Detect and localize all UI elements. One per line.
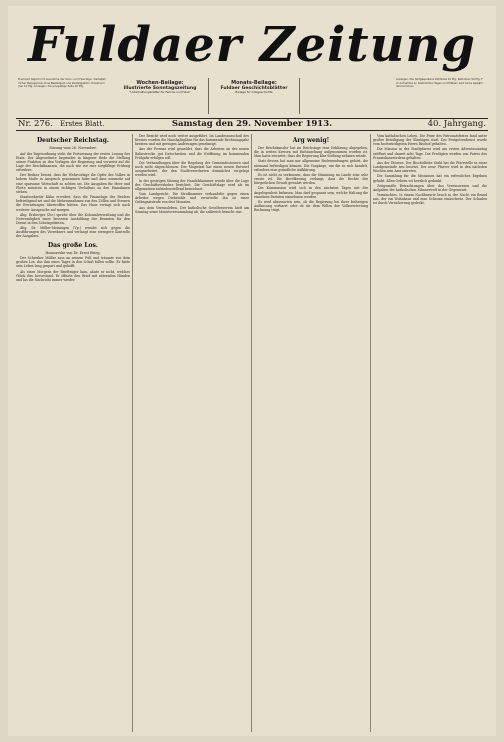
supplement-title: Illustrierte Sonntagszeitung xyxy=(123,86,197,91)
supplement-monthly xyxy=(208,78,300,114)
column-2 xyxy=(135,134,249,732)
article-paragraph: Vom katholischen Leben. Die Feier des Patronatsfestes fand unter großer Beteiligung der Gläubigen statt. Der Festgottesdienst wurde vom hochwürdigsten Herrn Bischof gehalten. xyxy=(373,134,487,147)
column-divider xyxy=(132,134,133,732)
issue-number: Nr. 276. xyxy=(18,119,53,129)
column-divider xyxy=(370,134,371,732)
article-paragraph: Der Redner betont, dass die Wehrvorlage die Opfer des Volkes in hohem Maße in Anspruch genommen habe und dass nunmehr auf eine sparsame Wirtschaft zu achten sei. Die Ausgaben für Heer und Flotte müssten in einem richtigen Verhältnis zu den Einnahmen stehen. xyxy=(16,173,130,194)
dateline xyxy=(16,119,488,130)
article-paragraph: Vermischtes. In einem Nachbarorte brach in der Nacht ein Brand aus, der ein Wohnhaus und eine Scheune einäscherte. Der Schaden ist durch Versicherung gedeckt. xyxy=(373,193,487,206)
article-subhead: Sitzung vom 28. November. xyxy=(49,146,97,150)
supplement-title: Fuldaer Geschichtsblätter xyxy=(220,86,288,91)
supplement-sub: Beilage für Ortsgeschichte xyxy=(235,90,273,94)
article-paragraph: Die Mission in der Stadtpfarrei wird am ersten Adventssonntag eröffnet und dauert acht Tage. Die Predigten werden von Patres des Franziskanerordens gehalten. xyxy=(373,147,487,160)
article-paragraph: Staatssekretär Kühn erwidert, dass die Finanzlage des Reiches befriedigend sei und die Mehreinnahmen aus den Zöllen und Steuern die Erwartungen übertroffen hätten. Das Haus vertagt sich nach weiterer Aussprache auf morgen. xyxy=(16,195,130,212)
supplement-head: Wochen-Beilage: xyxy=(136,80,184,86)
volume-year: 40. Jahrgang. xyxy=(427,119,486,129)
article-paragraph: Der Bericht wird noch weiter ausgeführt. Im Landesausschuß des Kreises wurden die Haushaltspläne für das kommende Rechnungsjahr beraten und mit geringen Änderungen genehmigt. xyxy=(135,134,249,147)
supplement-weekly xyxy=(112,78,208,114)
article-paragraph: Zeitgemäße Betrachtungen über das Vereinswesen und die Aufgaben der katholischen Männerwelt in der Gegenwart. xyxy=(373,183,487,192)
article-headline: Das große Los. xyxy=(47,241,99,249)
article-paragraph: Die Sammlung für die Missionen hat ein erfreuliches Ergebnis gehabt. Allen Gebern sei herzlich gedankt. xyxy=(373,174,487,183)
article-paragraph: Es ist nicht zu verkennen, dass die Stimmung im Lande eine sehr ernste ist. Die Bevölkerung verlangt, dass die Rechte der bürgerlichen Gewalt gewahrt werden. xyxy=(254,172,368,186)
article-paragraph: Auf der Tagesordnung steht die Fortsetzung der ersten Lesung des Etats. Der Abgeordnete begründet in längerer Rede die Stellung seiner Fraktion zu den Vorlagen der Regierung und verweist auf die Lage der Reichsfinanzen, die nach wie vor eine sorgfältige Prüfung erfordere. xyxy=(16,151,130,173)
article-paragraph: Abg. Dr. Müller-Meiningen (Vp.) wendet sich gegen die Ausführungen des Vorredners und verlangt eine strengere Kontrolle der Ausgaben. xyxy=(16,226,130,239)
subscription-note: Erscheint täglich mit Ausnahme der Sonn- und Feiertage. Vierteljährlicher Bezugspreis ohne Bestellgeld und Zustellgebühr. Einzelnummer 10 Pfg. Anzeigen: die einspaltige Zeile 20 Pfg. xyxy=(18,78,106,89)
article-paragraph: Der Reichskanzler hat im Reichstage eine Erklärung abgegeben, die in weiten Kreisen mit Enttäuschung aufgenommen worden ist. Man hatte erwartet, dass die Regierung klar Stellung nehmen würde. xyxy=(254,146,368,159)
supplement-sub: "Unterhaltungsblätter für Familie und Haus" xyxy=(129,90,191,94)
article-paragraph: Es wird abzuwarten sein, ob die Regierung bei ihrer bisherigen Auffassung verharrt oder ob sie dem Willen der Volksvertretung Rechnung trägt. xyxy=(254,199,368,213)
column-4 xyxy=(373,134,487,732)
issue-date: Samstag den 29. November 1913. xyxy=(171,119,333,129)
article-paragraph: Als eines Morgens der Briefträger kam, ahnte er nicht, welches Glück ihm bevorstand. Er öffnete den Brief mit zitternden Händen und las die Nachricht immer wieder. xyxy=(16,269,130,282)
newspaper-page xyxy=(8,6,496,736)
column-3 xyxy=(254,134,368,732)
article-paragraph: Die Kommission wird sich in den nächsten Tagen mit der Angelegenheit befassen. Man darf gespannt sein, welche Haltung die einzelnen Parteien einnehmen werden. xyxy=(254,186,368,199)
article-subhead: Humoreske von Dr. Ernst Brieg. xyxy=(45,250,101,255)
article-paragraph: Vom Landgericht. Die Strafkammer verhandelte gegen einen Arbeiter wegen Diebstahls und verurteilte ihn zu einer Gefängnisstrafe von drei Monaten. xyxy=(135,192,249,205)
article-paragraph: Abg. Erzberger (Ztr.) spricht über die Kolonialverwaltung und die Notwendigkeit einer besseren Ausbildung der Beamten für den Dienst in den Schutzgebieten. xyxy=(16,212,130,225)
supplement-head: Monats-Beilage: xyxy=(231,80,277,86)
article-paragraph: Aus dem Vereinsleben. Der katholische Gesellenverein hielt am Sonntag seine Monatsversammlung ab, die zahlreich besucht war. xyxy=(135,205,249,214)
article-headline: Arg wenig! xyxy=(292,137,330,144)
column-divider xyxy=(251,134,252,732)
article-headline: Deutscher Reichstag. xyxy=(36,137,110,144)
article-paragraph: Aus der Diözese. Der Bischöfliche Stuhl hat die Pfarrstelle in einer Landgemeinde neu besetzt. Der neue Pfarrer wird in den nächsten Wochen sein Amt antreten. xyxy=(373,160,487,174)
article-paragraph: Statt dessen hat man nur allgemeine Redewendungen gehört, die niemand befriedigen können. Die Vorgänge, um die es sich handelt, erfordern eine gründliche Aufklärung. xyxy=(254,159,368,172)
article-paragraph: Die Verhandlungen über die Regelung der Gemeindesteuern sind noch nicht abgeschlossen. Der Magistrat hat einen neuen Entwurf ausgearbeitet, der den Stadtverordneten demnächst vorgelegt werden wird. xyxy=(135,160,249,178)
dateline-bottom-rule xyxy=(16,130,488,131)
masthead-title: Fuldaer Zeitung xyxy=(28,17,476,73)
article-paragraph: In der gestrigen Sitzung der Handelskammer wurde über die Lage des Geschäftsverkehrs berichtet. Die Geschäftslage wird als im allgemeinen zufriedenstellend bezeichnet. xyxy=(135,178,249,191)
advertising-note: Anzeigen: Die fünfgespaltene Petitzeile 20 Pfg. Reklamen 50 Pfg. Für Aufnahme an bestimmten Tagen und Plätzen wird keine Gewähr übernommen. xyxy=(396,78,483,89)
article-paragraph: Der Schreiber Müller sass an seinem Pult und träumte von dem großen Los, das ihm eines Tages in den Schoß fallen sollte. Er hatte sein Leben lang gespart und gehofft. xyxy=(16,256,130,269)
column-1 xyxy=(16,134,130,732)
sheet-label: Erstes Blatt. xyxy=(60,120,105,128)
article-paragraph: Aus der Provinz wird gemeldet, dass die Arbeiten an der neuen Bahnstrecke gut fortschreiten und die Eröffnung im kommenden Frühjahr erfolgen soll. xyxy=(135,147,249,160)
